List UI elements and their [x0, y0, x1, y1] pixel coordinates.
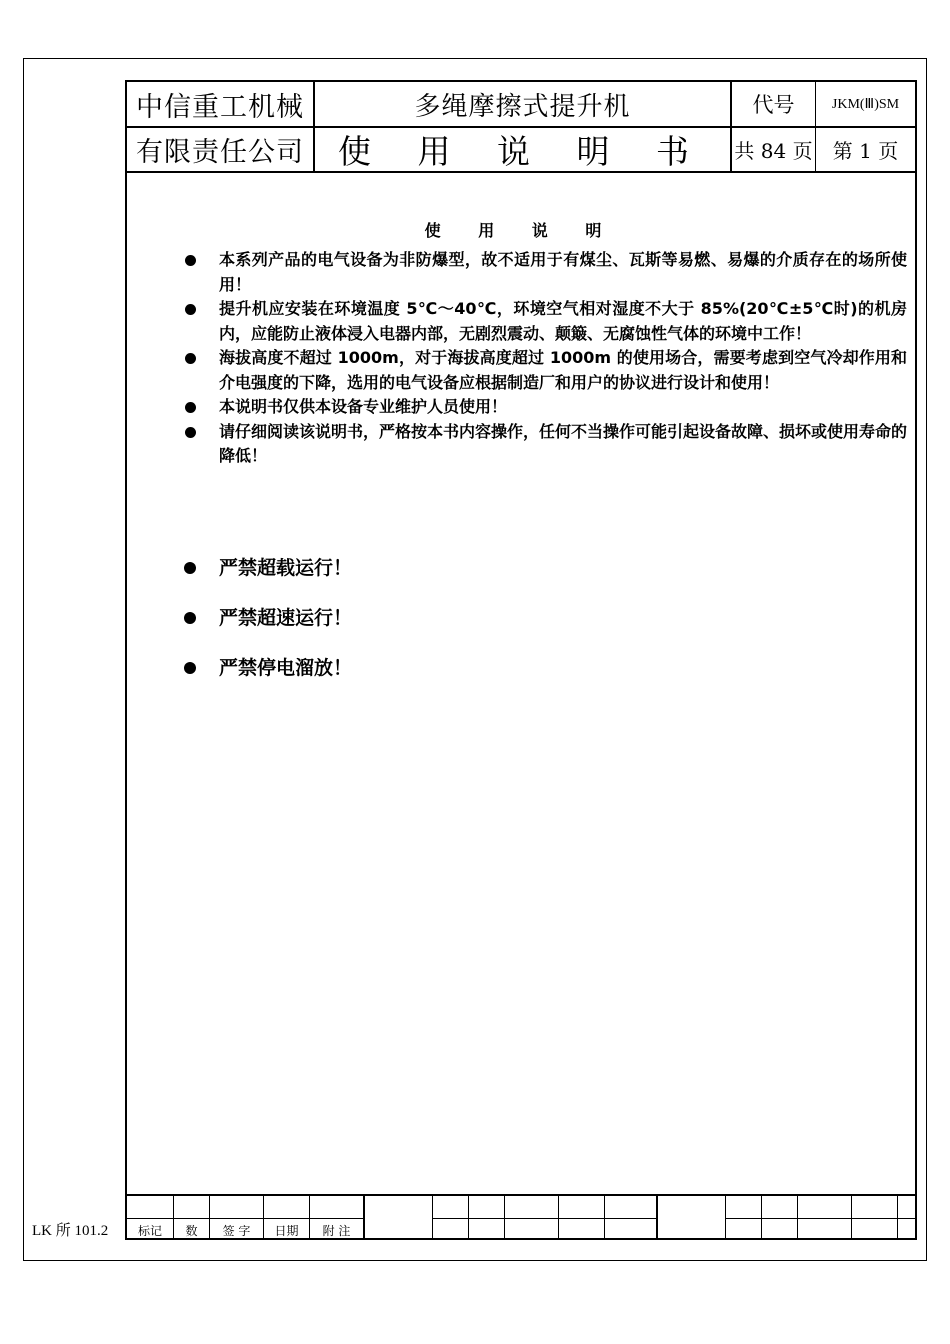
revision-table-column: [558, 1196, 559, 1240]
note-text: 请仔细阅读该说明书，严格按本书内容操作，任何不当操作可能引起设备故障、损坏或使用寿命的降低！: [219, 421, 908, 465]
section-title: 使 用 说 明: [424, 221, 618, 240]
revision-table: [127, 1194, 915, 1240]
revision-table-row-divider: [432, 1218, 656, 1219]
bullet-icon: [185, 353, 196, 364]
revision-table-row-divider: [127, 1218, 363, 1219]
company-name-line1: 中信重工机械: [136, 91, 304, 123]
notes-list: [179, 248, 907, 469]
code-label: 代号: [752, 93, 795, 117]
list-item: [179, 395, 907, 420]
revision-table-column: [363, 1196, 365, 1240]
revision-table-column: [851, 1196, 852, 1240]
list-item: [179, 248, 907, 297]
warning-text: 严禁超载运行！: [219, 557, 353, 579]
warnings-list: [179, 554, 779, 704]
list-item: [179, 346, 907, 395]
revision-table-column: [504, 1196, 505, 1240]
company-name-line2: 有限责任公司: [136, 137, 304, 168]
footer-label-mark: 标记: [137, 1223, 162, 1238]
revision-table-column: [432, 1196, 433, 1240]
document-subtitle: 使 用 说 明 书: [338, 132, 707, 171]
revision-table-column: [604, 1196, 605, 1240]
bullet-icon: [184, 612, 196, 624]
footer-label-count: 数: [185, 1223, 198, 1238]
bullet-icon: [185, 255, 196, 266]
footer-label-date: 日期: [274, 1223, 299, 1238]
warning-text: 严禁超速运行！: [219, 607, 353, 629]
note-text: 提升机应安装在环境温度 5℃～40℃，环境空气相对湿度不大于 85%(20℃±5℃时)的机房内，应能防止液体浸入电器内部，无剧烈震动、颠簸、无腐蚀性气体的环境中工作！: [219, 299, 907, 343]
note-text: 海拔高度不超过 1000m，对于海拔高度超过 1000m 的使用场合，需要考虑到空气冷却作用和介电强度的下降，选用的电气设备应根据制造厂和用户的协议进行设计和使用！: [219, 348, 907, 392]
bullet-icon: [185, 427, 196, 438]
note-text: 本系列产品的电气设备为非防爆型，故不适用于有煤尘、瓦斯等易燃、易爆的介质存在的场所使用！: [219, 250, 907, 294]
revision-table-column: [797, 1196, 798, 1240]
bullet-icon: [184, 662, 196, 674]
list-item: [179, 297, 907, 346]
revision-table-column: [725, 1196, 726, 1240]
revision-table-column: [897, 1196, 898, 1240]
document-title: 多绳摩擦式提升机: [414, 91, 631, 122]
list-item: [179, 420, 907, 469]
note-text: 本说明书仅供本设备专业维护人员使用！: [219, 397, 508, 416]
footer-label-signature: 签 字: [222, 1223, 251, 1238]
total-pages: 共 84 页: [734, 139, 813, 163]
warning-item: [179, 654, 779, 704]
document-frame: [125, 80, 917, 1240]
revision-table-row-divider: [725, 1218, 915, 1219]
page-number: 第 1 页: [832, 139, 899, 163]
warning-item: [179, 604, 779, 654]
bullet-icon: [185, 402, 196, 413]
bullet-icon: [185, 304, 196, 315]
code-value: JKM(Ⅲ)SM: [831, 96, 900, 112]
form-code: LK 所 101.2: [32, 1223, 109, 1239]
warning-item: [179, 554, 779, 604]
footer-label-remarks: 附 注: [322, 1223, 351, 1238]
revision-table-column: [656, 1196, 658, 1240]
revision-table-column: [761, 1196, 762, 1240]
revision-table-column: [468, 1196, 469, 1240]
bullet-icon: [184, 562, 196, 574]
warning-text: 严禁停电溜放！: [219, 657, 353, 679]
